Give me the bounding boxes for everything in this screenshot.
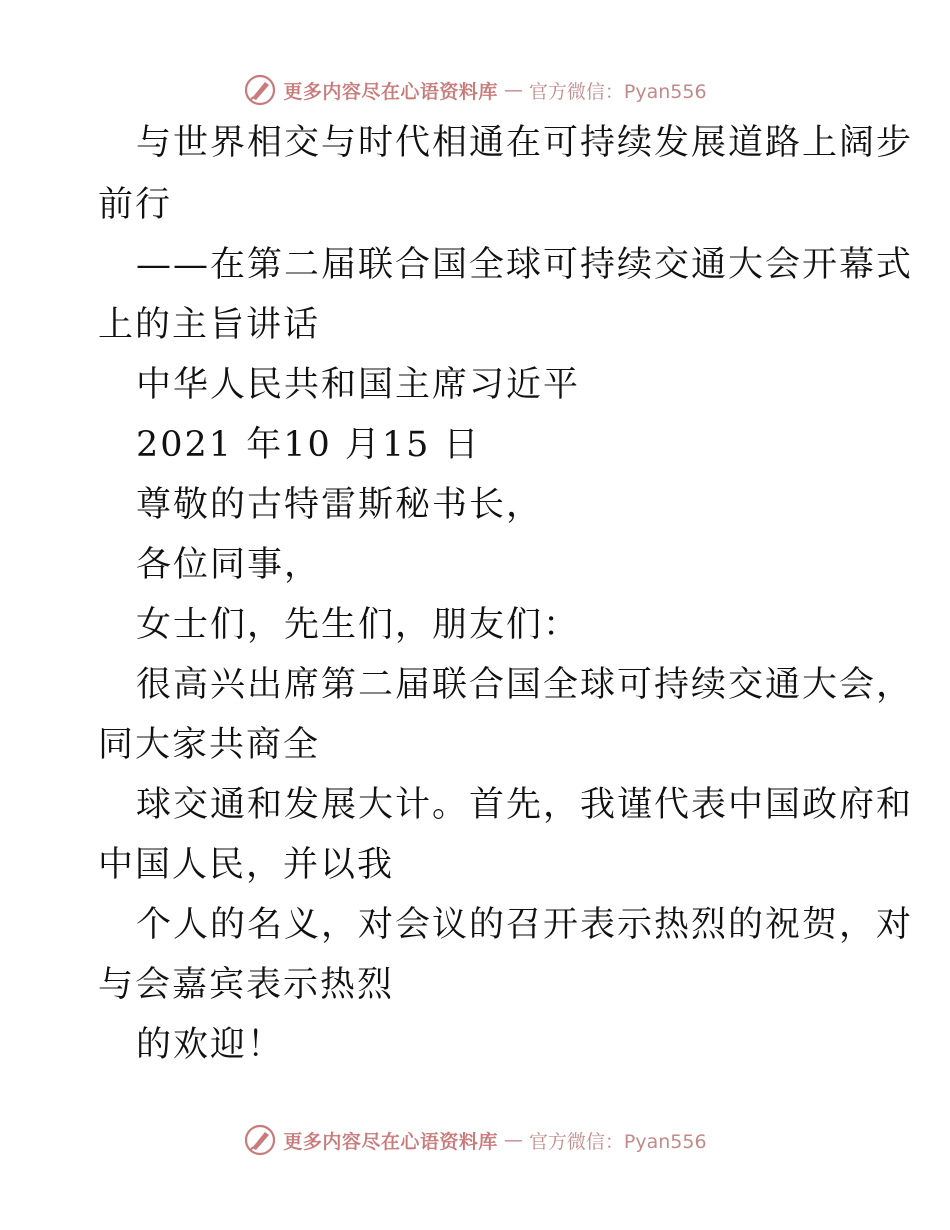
- watermark-contact: 官方微信：Pyan556: [528, 1130, 707, 1153]
- salutation-line-1: 尊敬的古特雷斯秘书长，: [136, 485, 544, 525]
- footer-watermark: [0, 1120, 950, 1160]
- header-watermark: [0, 70, 950, 110]
- paragraph-line-2: 同大家共商全: [98, 725, 321, 765]
- salutation-line-3: 女士们，先生们，朋友们：: [136, 605, 581, 645]
- date-line: 2021 年10 月15 日: [136, 425, 481, 465]
- speech-title-line-1: 与世界相交与时代相通在可持续发展道路上阔步: [136, 123, 914, 163]
- quill-pen-logo-icon: [243, 73, 277, 107]
- paragraph-line-1: 很高兴出席第二届联合国全球可持续交通大会，: [136, 665, 914, 705]
- watermark-separator: —: [503, 1129, 523, 1151]
- speech-title-line-2: 前行: [98, 185, 173, 225]
- paragraph-line-7: 的欢迎！: [136, 1025, 285, 1065]
- paragraph-line-4: 中国人民，并以我: [98, 845, 395, 885]
- watermark-brand: 更多内容尽在心语资料库: [283, 80, 498, 103]
- watermark-brand: 更多内容尽在心语资料库: [283, 1130, 498, 1153]
- speech-subtitle-line-2: 上的主旨讲话: [98, 305, 321, 345]
- paragraph-line-5: 个人的名义，对会议的召开表示热烈的祝贺，对: [136, 905, 914, 945]
- paragraph-line-3: 球交通和发展大计。首先，我谨代表中国政府和: [136, 785, 914, 825]
- quill-pen-logo-icon: [243, 1123, 277, 1157]
- paragraph-line-6: 与会嘉宾表示热烈: [98, 965, 395, 1005]
- speaker-line: 中华人民共和国主席习近平: [136, 365, 581, 405]
- speech-subtitle-line-1: ——在第二届联合国全球可持续交通大会开幕式: [136, 245, 914, 285]
- watermark-contact: 官方微信：Pyan556: [528, 80, 707, 103]
- salutation-line-2: 各位同事，: [136, 545, 322, 585]
- watermark-separator: —: [503, 79, 523, 101]
